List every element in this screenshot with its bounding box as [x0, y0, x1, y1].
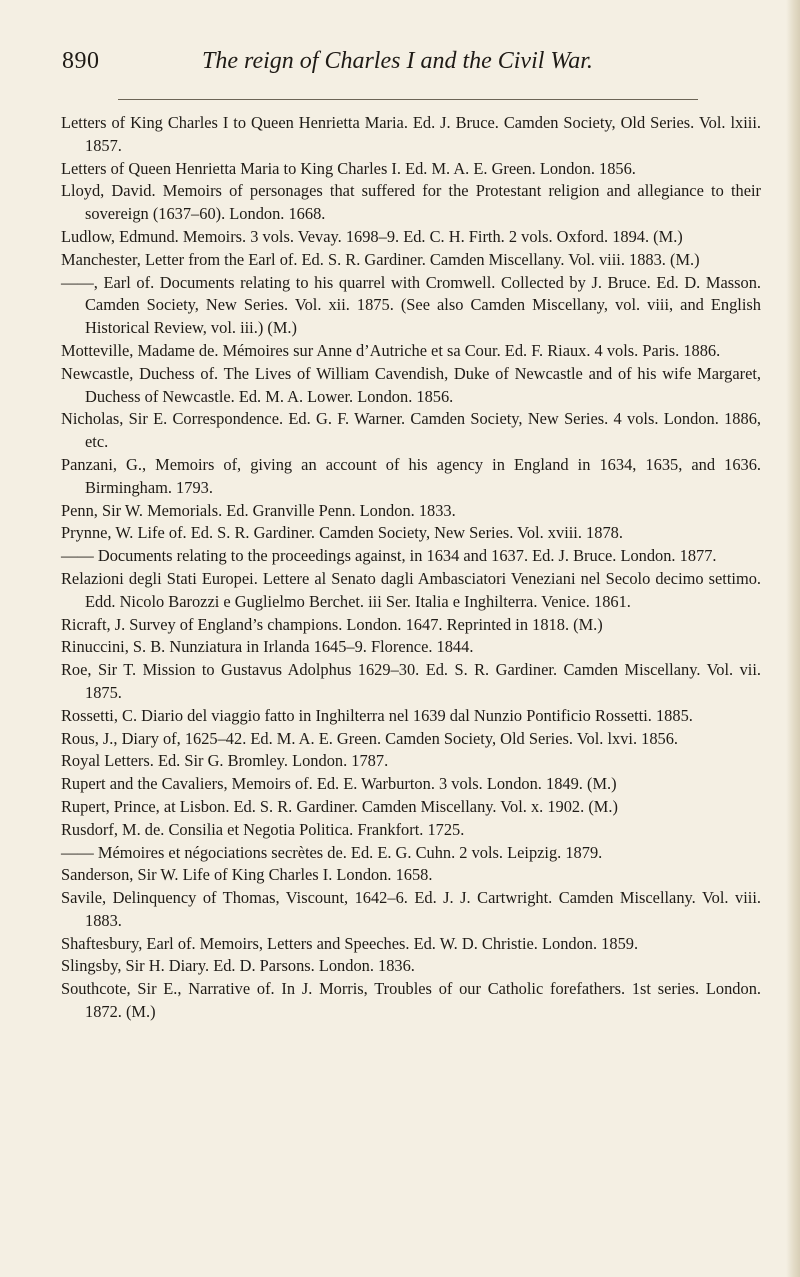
bibliography-entry: Sanderson, Sir W. Life of King Charles I. London. 1658. [61, 865, 433, 885]
bibliography-entry: Southcote, Sir E., Narrative of. In J. Morris, Troubles of our Catholic forefathers. 1st series. London. 1872. (M.) [61, 979, 761, 1022]
bibliography-entry: —— Mémoires et négociations secrètes de. Ed. E. G. Cuhn. 2 vols. Leipzig. 1879. [61, 842, 603, 862]
bibliography-entry: Slingsby, Sir H. Diary. Ed. D. Parsons. London. 1836. [61, 956, 415, 976]
bibliography-entry: ——, Earl of. Documents relating to his quarrel with Cromwell. Collected by J. Bruce. Ed. D. Masson. Camden Society, New Series. Vol. xii. 1875. (See also Camden Miscellany, vol. viii, and English Historical Review, vol. iii.) (M.) [61, 272, 761, 338]
bibliography-entry: Royal Letters. Ed. Sir G. Bromley. London. 1787. [61, 751, 389, 771]
page-edge [786, 0, 800, 1277]
bibliography-entry: Motteville, Madame de. Mémoires sur Anne d’Autriche et sa Cour. Ed. F. Riaux. 4 vols. Paris. 1886. [61, 340, 721, 360]
running-title: The reign of Charles I and the Civil War. [202, 48, 593, 74]
bibliography-entry: Rossetti, C. Diario del viaggio fatto in Inghilterra nel 1639 dal Nunzio Pontificio Rossetti. 1885. [61, 705, 693, 725]
bibliography-entry: Newcastle, Duchess of. The Lives of William Cavendish, Duke of Newcastle and of his wife Margaret, Duchess of Newcastle. Ed. M. A. Lower. London. 1856. [61, 363, 761, 406]
bibliography-entry: Relazioni degli Stati Europei. Lettere al Senato dagli Ambasciatori Veneziani nel Secolo decimo settimo. Edd. Nicolo Barozzi e Guglielmo Berchet. iii Ser. Italia e Inghilterra. Venice. 1861. [61, 568, 761, 611]
bibliography-entry: Rupert and the Cavaliers, Memoirs of. Ed. E. Warburton. 3 vols. London. 1849. (M.) [61, 774, 617, 794]
bibliography-entry: Prynne, W. Life of. Ed. S. R. Gardiner. Camden Society, New Series. Vol. xviii. 1878. [61, 523, 623, 543]
bibliography-entry: Nicholas, Sir E. Correspondence. Ed. G. F. Warner. Camden Society, New Series. 4 vols. London. 1886, etc. [61, 409, 761, 452]
bibliography-entry: Shaftesbury, Earl of. Memoirs, Letters and Speeches. Ed. W. D. Christie. London. 1859. [61, 933, 639, 953]
bibliography-entry: Rupert, Prince, at Lisbon. Ed. S. R. Gardiner. Camden Miscellany. Vol. x. 1902. (M.) [61, 796, 618, 816]
bibliography-entry: Rous, J., Diary of, 1625–42. Ed. M. A. E. Green. Camden Society, Old Series. Vol. lxvi. 1856. [61, 728, 679, 748]
bibliography-entry: Rinuccini, S. B. Nunziatura in Irlanda 1645–9. Florence. 1844. [61, 637, 474, 657]
bibliography-entry: Rusdorf, M. de. Consilia et Negotia Politica. Frankfort. 1725. [61, 819, 465, 839]
bibliography-entry: Letters of King Charles I to Queen Henrietta Maria. Ed. J. Bruce. Camden Society, Old Series. Vol. lxiii. 1857. [61, 113, 761, 155]
bibliography-entry: Roe, Sir T. Mission to Gustavus Adolphus 1629–30. Ed. S. R. Gardiner. Camden Miscellany. Vol. vii. 1875. [61, 660, 761, 702]
page-header [62, 48, 762, 88]
bibliography-entry: Letters of Queen Henrietta Maria to King Charles I. Ed. M. A. E. Green. London. 1856. [61, 158, 636, 178]
header-rule [118, 99, 698, 100]
bibliography-entry: Panzani, G., Memoirs of, giving an account of his agency in England in 1634, 1635, and 1636. Birmingham. 1793. [61, 454, 761, 497]
bibliography-list [61, 112, 761, 1024]
bibliography-entry: —— Documents relating to the proceedings against, in 1634 and 1637. Ed. J. Bruce. London. 1877. [61, 546, 717, 566]
bibliography-entry: Ricraft, J. Survey of England’s champions. London. 1647. Reprinted in 1818. (M.) [61, 614, 603, 634]
bibliography-entry: Ludlow, Edmund. Memoirs. 3 vols. Vevay. 1698–9. Ed. C. H. Firth. 2 vols. Oxford. 1894. (M.) [61, 226, 683, 246]
bibliography-entry: Lloyd, David. Memoirs of personages that suffered for the Protestant religion and allegiance to their sovereign (1637–60). London. 1668. [61, 181, 761, 224]
bibliography-entry: Penn, Sir W. Memorials. Ed. Granville Penn. London. 1833. [61, 500, 456, 520]
bibliography-entry: Manchester, Letter from the Earl of. Ed. S. R. Gardiner. Camden Miscellany. Vol. viii. 1883. (M.) [61, 249, 700, 269]
bibliography-entry: Savile, Delinquency of Thomas, Viscount, 1642–6. Ed. J. J. Cartwright. Camden Miscellany. Vol. viii. 1883. [61, 888, 761, 930]
page-number: 890 [62, 48, 100, 74]
